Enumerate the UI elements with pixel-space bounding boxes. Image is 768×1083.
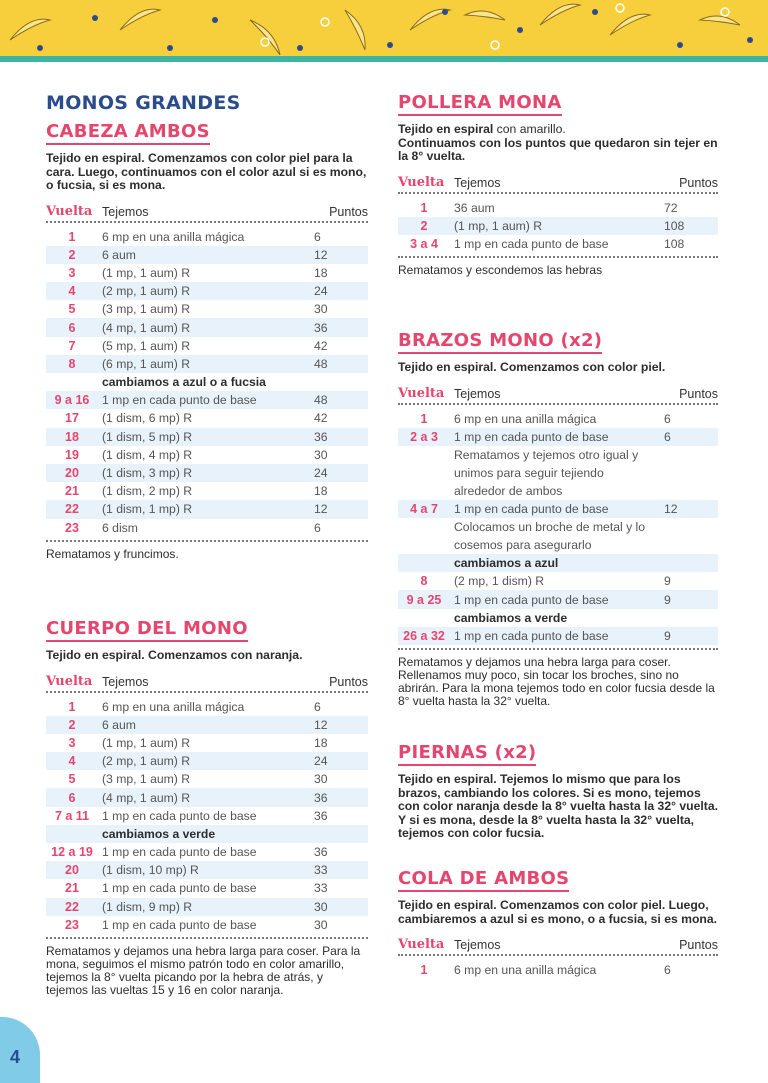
row-tejemos: (2 mp, 1 aum) R: [102, 754, 191, 769]
row-puntos: 12: [664, 501, 678, 516]
row-puntos: 30: [314, 917, 328, 932]
row-tejemos: (1 dism, 1 mp) R: [102, 502, 193, 517]
row-tejemos: 1 mp en cada punto de base: [454, 429, 609, 444]
table-row: [46, 428, 368, 446]
row-tejemos: (3 mp, 1 aum) R: [102, 302, 191, 317]
table-row: [46, 698, 368, 716]
row-tejemos: (4 mp, 1 aum) R: [102, 320, 191, 335]
table-header: [398, 174, 718, 194]
table-row: [46, 318, 368, 336]
table-row: [398, 609, 718, 627]
row-vuelta: 7 a 11: [54, 808, 90, 823]
table-cabeza: [46, 203, 368, 542]
row-puntos: 6: [314, 520, 321, 535]
row-tejemos: (4 mp, 1 aum) R: [102, 790, 191, 805]
intro-rest: Comenzamos con color piel.: [500, 360, 666, 374]
table-row: [46, 752, 368, 770]
table-row: [46, 355, 368, 373]
table-row: [46, 246, 368, 264]
table-row: [46, 734, 368, 752]
row-tejemos: cambiamos a verde: [102, 826, 216, 841]
row-vuelta: 8: [420, 574, 428, 589]
row-puntos: 36: [314, 429, 328, 444]
row-puntos: 30: [314, 772, 328, 787]
table-row: [46, 409, 368, 427]
row-vuelta: 17: [65, 411, 79, 426]
table-row: [46, 373, 368, 391]
table-row: [46, 446, 368, 464]
row-vuelta: 9 a 16: [54, 393, 90, 408]
col-tejemos: Tejemos: [454, 175, 501, 190]
row-vuelta: 23: [65, 520, 79, 535]
row-tejemos: (1 dism, 5 mp) R: [102, 429, 193, 444]
row-tejemos: cambiamos a azul o a fucsia: [102, 375, 266, 390]
row-tejemos: (1 dism, 6 mp) R: [102, 411, 193, 426]
table-row: [398, 572, 718, 590]
table-row: [46, 916, 368, 934]
row-puntos: 9: [664, 592, 671, 607]
row-puntos: 6: [664, 429, 671, 444]
intro-bold: Tejido en espiral.: [398, 898, 497, 912]
row-puntos: 42: [314, 338, 328, 353]
intro-cuerpo: [46, 649, 368, 663]
row-puntos: 6: [314, 229, 321, 244]
row-tejemos: (3 mp, 1 aum) R: [102, 772, 191, 787]
row-vuelta: 4: [68, 754, 76, 769]
row-puntos: 108: [664, 218, 685, 233]
section-pollera: [398, 92, 718, 277]
row-tejemos: 36 aum: [454, 200, 495, 215]
table-row: [398, 518, 718, 554]
row-vuelta: 12 a 19: [51, 845, 93, 860]
table-row: [46, 770, 368, 788]
intro-bold: Tejido en espiral.: [46, 648, 145, 662]
table-row: [46, 898, 368, 916]
table-row: [46, 879, 368, 897]
row-tejemos: (2 mp, 1 aum) R: [102, 284, 191, 299]
intro-brazos: [398, 361, 718, 375]
col-puntos: Puntos: [679, 938, 718, 952]
table-row: [398, 554, 718, 572]
row-puntos: 36: [314, 808, 328, 823]
left-column: [46, 92, 368, 561]
table-header: [398, 936, 718, 956]
section-cola: [398, 868, 718, 979]
intro-pollera: [398, 123, 718, 164]
row-vuelta: 9 a 25: [406, 592, 442, 607]
table-cuerpo: [46, 673, 368, 939]
row-puntos: 9: [664, 574, 671, 589]
row-tejemos: Rematamos y tejemos otro igual y unimos para seguir tejiendo alrededor de ambos: [454, 447, 639, 498]
table-row: [398, 627, 718, 645]
row-vuelta: 3 a 4: [410, 236, 438, 251]
row-vuelta: 20: [65, 466, 79, 481]
table-header: [46, 203, 368, 223]
col-vuelta: Vuelta: [398, 174, 445, 190]
table-row: [46, 264, 368, 282]
table-row: [46, 282, 368, 300]
row-tejemos: 1 mp en cada punto de base: [102, 845, 257, 860]
row-vuelta: 22: [65, 899, 79, 914]
intro-bold: Tejido en espiral: [398, 122, 494, 136]
row-vuelta: 3: [68, 265, 76, 280]
table-brazos: [398, 385, 718, 651]
row-tejemos: 1 mp en cada punto de base: [454, 628, 609, 643]
table-rows: [46, 693, 368, 934]
row-tejemos: 6 dism: [102, 520, 138, 535]
col-vuelta: Vuelta: [46, 673, 93, 689]
table-pollera: [398, 174, 718, 259]
row-vuelta: 4 a 7: [410, 501, 438, 516]
row-vuelta: 6: [68, 320, 76, 335]
row-puntos: 12: [314, 247, 328, 262]
row-vuelta: 20: [65, 863, 79, 878]
row-tejemos: (1 mp, 1 aum) R: [102, 265, 191, 280]
row-puntos: 48: [314, 356, 328, 371]
row-puntos: 24: [314, 466, 328, 481]
row-tejemos: (6 mp, 1 aum) R: [102, 356, 191, 371]
row-tejemos: 6 mp en una anilla mágica: [454, 411, 597, 426]
row-vuelta: 8: [68, 356, 76, 371]
table-row: [46, 464, 368, 482]
row-vuelta: 2: [420, 218, 428, 233]
row-puntos: 6: [664, 411, 671, 426]
row-puntos: 6: [664, 963, 671, 978]
intro-cabeza: [46, 152, 368, 193]
row-tejemos: cambiamos a verde: [454, 610, 568, 625]
row-puntos: 24: [314, 284, 328, 299]
table-row: [46, 843, 368, 861]
intro-rest: Comenzamos con color piel para la cara. Luego, continuamos con el color azul si es mono, o fucsia, si es mona.: [46, 151, 367, 192]
row-puntos: 18: [314, 484, 328, 499]
col-puntos: Puntos: [329, 204, 368, 219]
row-tejemos: (1 dism, 4 mp) R: [102, 447, 193, 462]
row-vuelta: 5: [68, 302, 76, 317]
row-puntos: 108: [664, 236, 685, 251]
section-title-brazos: BRAZOS MONO (x2): [398, 330, 602, 354]
table-row: [46, 228, 368, 246]
intro-rest: Comenzamos con color piel. Luego, cambiaremos a azul si es mono, o a fucsia, si es mona.: [398, 898, 718, 926]
main-title: MONOS GRANDES: [46, 92, 241, 114]
row-tejemos: 1 mp en cada punto de base: [102, 917, 257, 932]
row-vuelta: 23: [65, 917, 79, 932]
note-cuerpo: Rematamos y dejamos una hebra larga para coser. Para la mona, seguimos el mismo patrón todo en color amarillo, tejemos la 8° vuelta picando por la hebra de atrás, y tejemos las vueltas 15 y 16 en color naranja.: [46, 943, 361, 997]
table-row: [398, 410, 718, 428]
table-rows: [398, 405, 718, 646]
col-puntos: Puntos: [329, 674, 368, 689]
row-tejemos: (5 mp, 1 aum) R: [102, 338, 191, 353]
table-row: [46, 519, 368, 537]
row-tejemos: (1 dism, 10 mp) R: [102, 863, 199, 878]
col-tejemos: Tejemos: [454, 386, 501, 401]
row-vuelta: 2: [68, 717, 76, 732]
intro-line2: Continuamos con los puntos que quedaron sin tejer en la 8° vuelta.: [398, 135, 718, 163]
row-tejemos: (1 mp, 1 aum) R: [454, 218, 543, 233]
col-vuelta: Vuelta: [46, 203, 93, 219]
col-puntos: Puntos: [679, 386, 718, 401]
table-rows: [398, 194, 718, 254]
row-puntos: 36: [314, 320, 328, 335]
row-vuelta: 5: [68, 772, 76, 787]
section-title-piernas: PIERNAS (x2): [398, 742, 536, 766]
row-tejemos: 1 mp en cada punto de base: [454, 501, 609, 516]
row-puntos: 33: [314, 881, 328, 896]
table-header: [46, 673, 368, 693]
section-piernas: [398, 742, 718, 841]
row-puntos: 6: [314, 699, 321, 714]
page-number-tab: [0, 1017, 40, 1083]
table-rows: [398, 956, 718, 979]
row-puntos: 33: [314, 863, 328, 878]
row-vuelta: 1: [68, 229, 76, 244]
row-puntos: 36: [314, 845, 328, 860]
row-vuelta: 6: [68, 790, 76, 805]
table-row: [398, 428, 718, 446]
row-tejemos: (1 mp, 1 aum) R: [102, 735, 191, 750]
intro-bold: Tejido en espiral.: [398, 772, 497, 786]
table-row: [398, 590, 718, 608]
banana-pattern-icon: [0, 0, 768, 58]
table-row: [46, 337, 368, 355]
row-vuelta: 2 a 3: [410, 429, 438, 444]
row-puntos: 30: [314, 302, 328, 317]
row-tejemos: 6 aum: [102, 247, 136, 262]
row-puntos: 72: [664, 200, 678, 215]
row-tejemos: 6 mp en una anilla mágica: [102, 699, 245, 714]
table-row: [46, 825, 368, 843]
row-tejemos: 1 mp en cada punto de base: [454, 592, 609, 607]
col-vuelta: Vuelta: [398, 385, 445, 401]
row-puntos: 36: [314, 790, 328, 805]
row-vuelta: 19: [65, 447, 79, 462]
header-banner: [0, 0, 768, 58]
row-tejemos: 6 aum: [102, 717, 136, 732]
table-row: [398, 961, 718, 979]
row-vuelta: 26 a 32: [403, 628, 445, 643]
row-tejemos: 1 mp en cada punto de base: [102, 393, 257, 408]
intro-rest: con amarillo.: [496, 122, 566, 136]
row-tejemos: 1 mp en cada punto de base: [102, 808, 257, 823]
row-puntos: 18: [314, 735, 328, 750]
row-tejemos: 6 mp en una anilla mágica: [454, 963, 597, 978]
table-row: [46, 716, 368, 734]
table-row: [46, 788, 368, 806]
col-tejemos: Tejemos: [454, 938, 501, 952]
row-puntos: 9: [664, 628, 671, 643]
col-tejemos: Tejemos: [102, 674, 149, 689]
intro-bold: Tejido en espiral.: [398, 360, 497, 374]
row-vuelta: 18: [65, 429, 79, 444]
row-vuelta: 2: [68, 247, 76, 262]
row-vuelta: 1: [68, 699, 76, 714]
row-tejemos: (1 dism, 2 mp) R: [102, 484, 193, 499]
table-row: [46, 500, 368, 518]
table-row: [46, 861, 368, 879]
row-tejemos: 1 mp en cada punto de base: [102, 881, 257, 896]
row-tejemos: 1 mp en cada punto de base: [454, 236, 609, 251]
table-row: [398, 446, 718, 500]
section-title-cuerpo: CUERPO DEL MONO: [46, 618, 248, 642]
intro-rest: Tejemos lo mismo que para los brazos, cambiando los colores. Si es mono, tejemos con color naranja desde la 8° vuelta hasta la 32° vuelta. Y si es mona, desde la 8° vuelta hasta la 32° vuelta, tejemos con color fucsia.: [398, 772, 718, 840]
table-row: [46, 482, 368, 500]
section-brazos: [398, 330, 718, 708]
row-vuelta: 4: [68, 284, 76, 299]
col-vuelta: Vuelta: [398, 937, 445, 952]
row-tejemos: (1 dism, 3 mp) R: [102, 466, 193, 481]
row-vuelta: 22: [65, 502, 79, 517]
row-puntos: 12: [314, 717, 328, 732]
row-vuelta: 1: [420, 411, 428, 426]
row-puntos: 18: [314, 265, 328, 280]
row-puntos: 30: [314, 899, 328, 914]
table-row: [398, 217, 718, 235]
row-vuelta: 1: [420, 200, 428, 215]
page-number: 4: [10, 1047, 21, 1067]
row-tejemos: cambiamos a azul: [454, 556, 559, 571]
note-pollera: Rematamos y escondemos las hebras: [398, 263, 603, 278]
table-cola: [398, 936, 718, 979]
row-tejemos: Colocamos un broche de metal y lo cosemos para asegurarlo: [454, 520, 646, 553]
row-tejemos: (2 mp, 1 dism) R: [454, 574, 545, 589]
table-row: [398, 235, 718, 253]
row-tejemos: 6 mp en una anilla mágica: [102, 229, 245, 244]
table-row: [46, 807, 368, 825]
row-vuelta: 21: [65, 881, 79, 896]
row-vuelta: 3: [68, 735, 76, 750]
intro-piernas: [398, 773, 718, 841]
row-tejemos: (1 dism, 9 mp) R: [102, 899, 193, 914]
note-cabeza: Rematamos y fruncimos.: [46, 546, 179, 561]
row-puntos: 24: [314, 754, 328, 769]
table-row: [46, 300, 368, 318]
intro-cola: [398, 899, 718, 926]
row-puntos: 42: [314, 411, 328, 426]
table-row: [398, 500, 718, 518]
row-puntos: 12: [314, 502, 328, 517]
col-tejemos: Tejemos: [102, 204, 149, 219]
row-puntos: 30: [314, 447, 328, 462]
intro-rest: Comenzamos con naranja.: [148, 648, 303, 662]
intro-bold: Tejido en espiral.: [46, 151, 145, 165]
row-vuelta: 7: [68, 338, 76, 353]
section-title-pollera: POLLERA MONA: [398, 92, 562, 116]
section-title-cola: COLA DE AMBOS: [398, 868, 569, 892]
col-puntos: Puntos: [679, 175, 718, 190]
table-rows: [46, 223, 368, 537]
table-header: [398, 385, 718, 405]
left-column-body: [46, 618, 368, 997]
table-row: [46, 391, 368, 409]
table-row: [398, 199, 718, 217]
note-brazos: Rematamos y dejamos una hebra larga para coser. Rellenamos muy poco, sin tocar los broches, sino no abrirán. Para la mona tejemos todo en color fucsia desde la 8° vuelta hasta la 32° vuelta.: [398, 655, 715, 708]
row-puntos: 48: [314, 393, 328, 408]
row-vuelta: 21: [65, 484, 79, 499]
banner-border: [0, 56, 768, 62]
section-title-cabeza: CABEZA AMBOS: [46, 121, 210, 145]
row-vuelta: 1: [420, 963, 428, 978]
